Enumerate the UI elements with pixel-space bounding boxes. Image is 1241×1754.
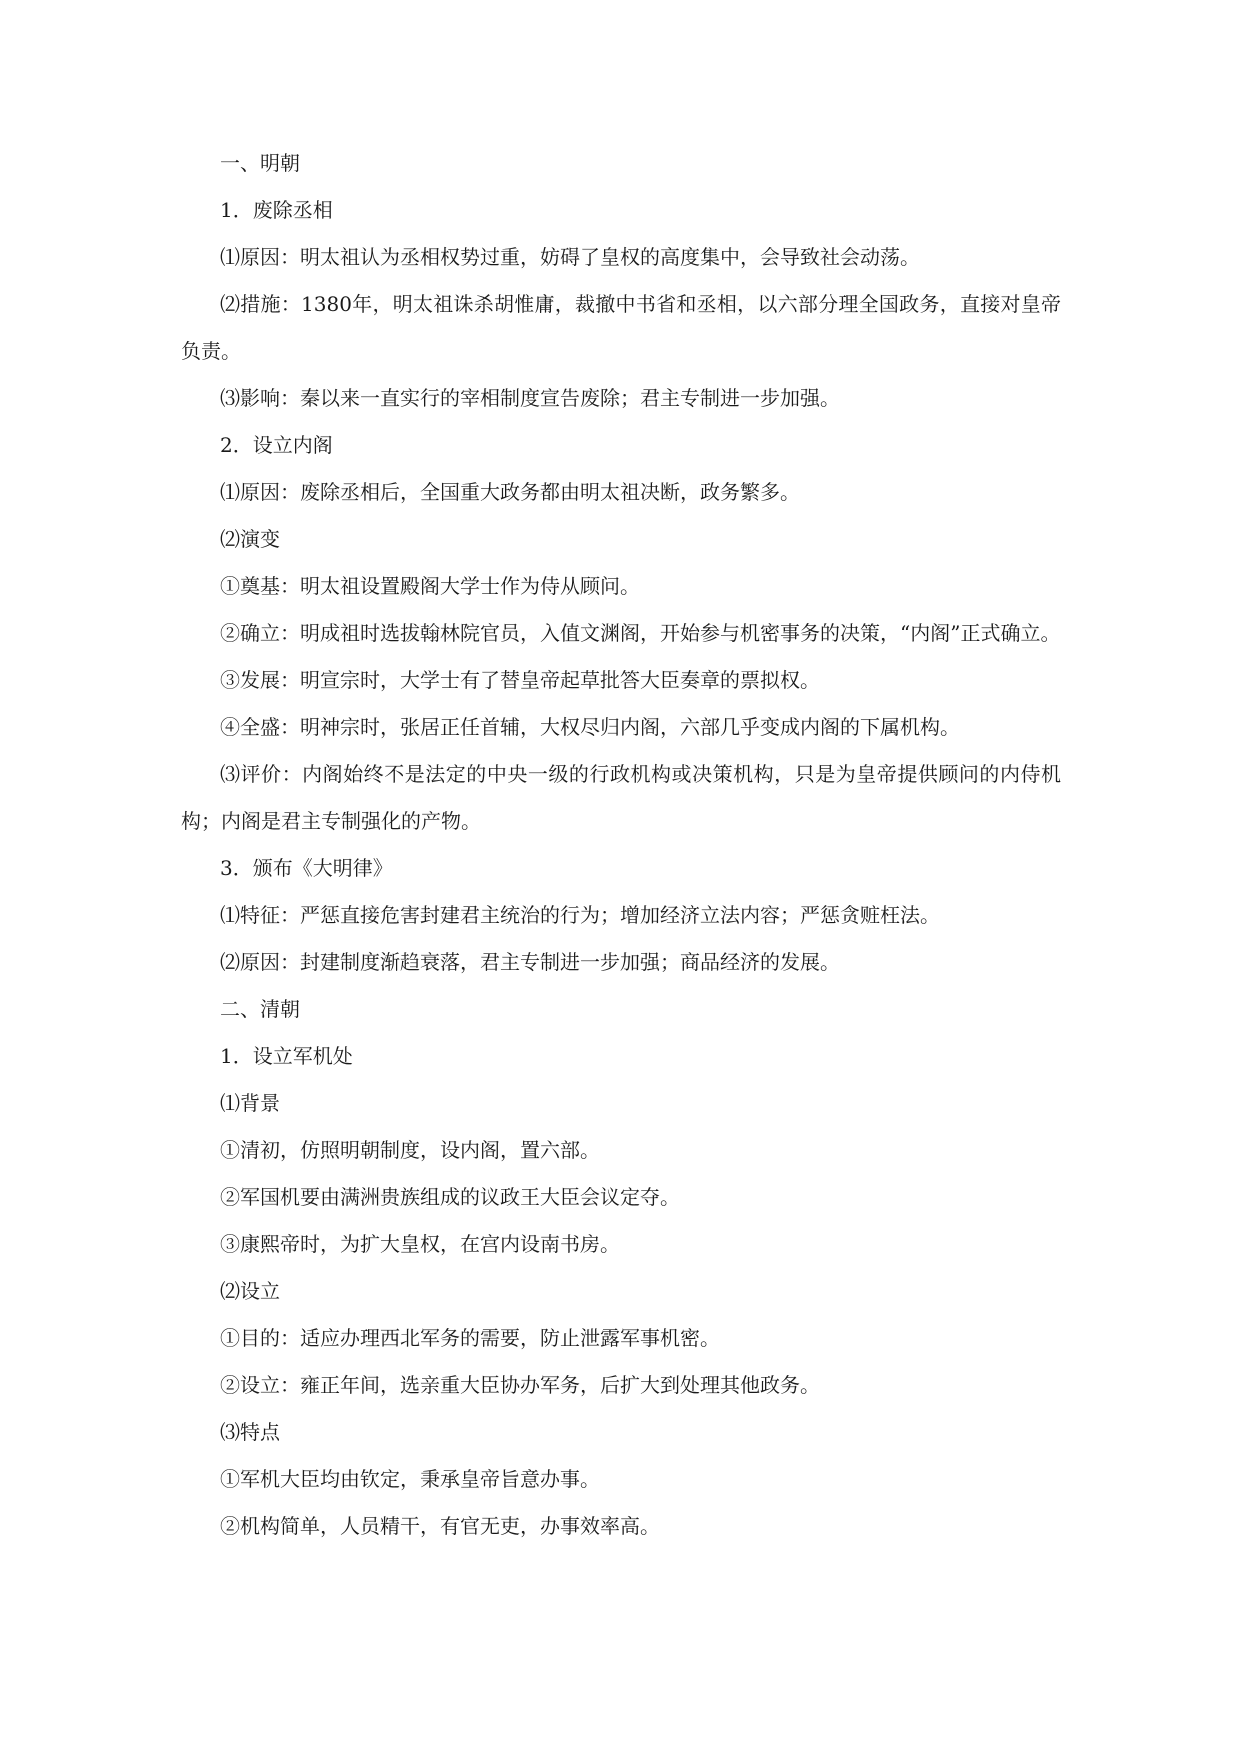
paragraph: ①清初，仿照明朝制度，设内阁，置六部。 (220, 1138, 600, 1162)
paragraph: ③康熙帝时，为扩大皇权，在宫内设南书房。 (220, 1232, 620, 1256)
paragraph: ⑵措施：1380年，明太祖诛杀胡惟庸，裁撤中书省和丞相，以六部分理全国政务，直接对皇帝负责。 (181, 292, 1061, 363)
paragraph: ①军机大臣均由钦定，秉承皇帝旨意办事。 (220, 1467, 600, 1491)
paragraph: ⑵演变 (220, 527, 280, 551)
paragraph: ⑵原因：封建制度渐趋衰落，君主专制进一步加强；商品经济的发展。 (220, 950, 840, 974)
paragraph: ⑴背景 (220, 1091, 280, 1115)
paragraph: ②设立：雍正年间，选亲重大臣协办军务，后扩大到处理其他政务。 (220, 1373, 820, 1397)
paragraph: ⑶特点 (220, 1420, 280, 1444)
subheading-cabinet: 2．设立内阁 (220, 433, 333, 457)
paragraph: ⑵设立 (220, 1279, 280, 1303)
subheading-grand-council: 1．设立军机处 (220, 1044, 353, 1068)
section-heading-ming: 一、明朝 (220, 151, 300, 175)
paragraph: ③发展：明宣宗时，大学士有了替皇帝起草批答大臣奏章的票拟权。 (220, 668, 820, 692)
paragraph: ①目的：适应办理西北军务的需要，防止泄露军事机密。 (220, 1326, 720, 1350)
paragraph: ⑶评价：内阁始终不是法定的中央一级的行政机构或决策机构，只是为皇帝提供顾问的内侍机构；内阁是君主专制强化的产物。 (181, 762, 1061, 833)
section-heading-qing: 二、清朝 (220, 997, 300, 1021)
paragraph: ⑴原因：废除丞相后，全国重大政务都由明太祖决断，政务繁多。 (220, 480, 800, 504)
subheading-abolish-chancellor: 1．废除丞相 (220, 198, 333, 222)
document-body (181, 140, 1061, 1550)
paragraph: ②确立：明成祖时选拔翰林院官员，入值文渊阁，开始参与机密事务的决策，“内阁”正式确立。 (220, 621, 1061, 645)
paragraph: ④全盛：明神宗时，张居正任首辅，大权尽归内阁，六部几乎变成内阁的下属机构。 (220, 715, 960, 739)
paragraph: ⑴特征：严惩直接危害封建君主统治的行为；增加经济立法内容；严惩贪赃枉法。 (220, 903, 940, 927)
paragraph: ②机构简单，人员精干，有官无吏，办事效率高。 (220, 1514, 660, 1538)
paragraph: ②军国机要由满洲贵族组成的议政王大臣会议定夺。 (220, 1185, 680, 1209)
paragraph: ①奠基：明太祖设置殿阁大学士作为侍从顾问。 (220, 574, 640, 598)
subheading-ming-code: 3．颁布《大明律》 (220, 856, 393, 880)
paragraph: ⑶影响：秦以来一直实行的宰相制度宣告废除；君主专制进一步加强。 (220, 386, 840, 410)
paragraph: ⑴原因：明太祖认为丞相权势过重，妨碍了皇权的高度集中，会导致社会动荡。 (220, 245, 920, 269)
